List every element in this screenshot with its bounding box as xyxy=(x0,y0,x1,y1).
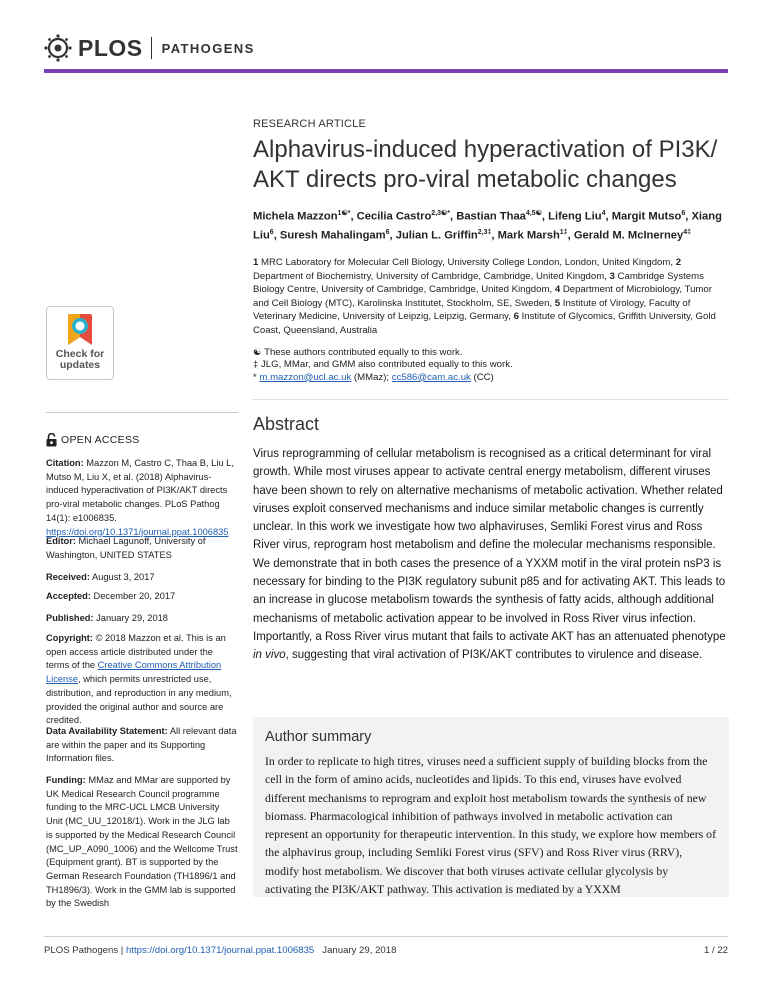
author-separator: , xyxy=(389,229,396,242)
footer-date: January 29, 2018 xyxy=(322,945,397,956)
author-affiliation-marks: 6 xyxy=(385,229,390,237)
author-affiliation-marks: 4‡ xyxy=(683,229,692,237)
copyright xyxy=(46,632,238,728)
author-name: Lifeng Liu xyxy=(548,210,602,223)
received xyxy=(46,571,238,585)
affiliation-text: Cambridge Systems Biology Centre, University of Cambridge, Cambridge, United Kingdom, xyxy=(253,270,704,296)
data-availability-text: All relevant data are within the paper and its Supporting Information files. xyxy=(46,726,237,764)
logo-divider xyxy=(151,37,152,59)
affiliation-text: Department of Biochemistry, University of Cambridge, Cambridge, United Kingdom, xyxy=(253,270,610,282)
editor-text: Michael Lagunoff, University of Washington, UNITED STATES xyxy=(46,536,206,560)
cfu-line-1: Check for xyxy=(55,348,105,360)
abstract-body xyxy=(253,445,727,665)
copyright-text-1: © 2018 Mazzon et al. This is an open access article distributed under the terms of the xyxy=(46,633,226,671)
editor xyxy=(46,535,238,562)
copyright-label: Copyright: xyxy=(46,633,93,643)
author-affiliation-marks: 1☯* xyxy=(337,210,351,217)
published-date: January 29, 2018 xyxy=(96,613,168,623)
affiliation-number: 1 xyxy=(253,257,259,268)
check-for-updates-button[interactable] xyxy=(46,306,114,380)
author-name: Cecilia Castro xyxy=(356,210,432,223)
citation-label: Citation: xyxy=(46,458,84,468)
citation-text: Mazzon M, Castro C, Thaa B, Liu L, Mutso M, Liu X, et al. (2018) Alphavirus-induced hyperactivation of PI3K/AKT directs pro-viral metabolic changes. PLoS Pathog 14(1): e1006835. xyxy=(46,458,234,523)
abstract-divider xyxy=(253,399,729,400)
author-summary-heading: Author summary xyxy=(265,729,372,745)
logo-text: PLOS xyxy=(78,34,143,61)
equal-contribution-note: ☯ These authors contributed equally to this work. xyxy=(253,347,463,358)
abstract-heading: Abstract xyxy=(253,414,320,434)
affiliation-number: 4 xyxy=(554,284,561,296)
author-affiliation-marks: 4,5☯ xyxy=(525,210,542,217)
license-link[interactable]: Creative Commons Attribution License xyxy=(46,660,222,685)
citation xyxy=(46,457,238,539)
affiliation-number: 3 xyxy=(609,270,615,282)
author-name: Mark Marsh xyxy=(497,229,560,242)
open-lock-icon xyxy=(46,433,57,447)
accepted xyxy=(46,590,238,604)
author-affiliation-marks: 2,3‡ xyxy=(477,229,492,237)
author-name: Michela Mazzon xyxy=(253,210,338,223)
header-bar xyxy=(44,69,728,73)
author-name: Bastian Thaa xyxy=(456,210,526,223)
author-separator: , xyxy=(450,210,457,223)
article-title: Alphavirus-induced hyperactivation of PI3K/ AKT directs pro-viral metabolic changes xyxy=(253,136,718,193)
affiliation-text: Institute of Virology, Faculty of Veterinary Medicine, University of Leipzig, Leipzig, Germany, xyxy=(253,297,691,323)
page-number: 1 / 22 xyxy=(703,945,728,956)
plos-logo[interactable] xyxy=(44,33,255,63)
author-affiliation-marks: 2,3☯* xyxy=(431,210,451,217)
footer-citation xyxy=(44,945,396,956)
author-affiliation-marks: 1‡ xyxy=(559,229,568,237)
author-name: Julian L. Griffin xyxy=(395,229,478,242)
affiliation-number: 2 xyxy=(675,257,682,268)
data-availability-label: Data Availability Statement: xyxy=(46,726,168,736)
author-name: Gerald M. McInerney xyxy=(573,229,684,242)
check-for-updates-label xyxy=(47,349,113,371)
email-link-1[interactable]: m.mazzon@ucl.ac.uk xyxy=(259,371,352,383)
accepted-date: December 20, 2017 xyxy=(93,591,176,601)
funding-text: MMaz and MMar are supported by UK Medical Research Council programme funding to the MRC-UCL LMCB University Unit (MC_UU_12018/1). Work in the JLG lab is supported by the Medical Research Council (MC_UP_A090_1006) and the Wellcome Trust (Equipment grant). BT is supported by the German Research Foundation (TH1896/1 and TH1896/3). Work in the GMM lab is supported by the Swedish xyxy=(46,775,238,909)
author-separator: , xyxy=(350,210,357,223)
sidebar-divider xyxy=(46,412,238,413)
plos-logo-icon xyxy=(44,34,72,62)
journal-name: PATHOGENS xyxy=(161,40,255,56)
bookmark-ribbon-icon xyxy=(64,312,96,348)
affiliation-text: Institute of Glycomics, Griffith University, Gold Coast, Queensland, Australia xyxy=(253,311,716,336)
author-name: Xiang Liu xyxy=(253,210,722,242)
author-name: Suresh Mahalingam xyxy=(279,229,386,242)
abstract-italic: in vivo xyxy=(253,649,286,662)
affiliations xyxy=(253,256,723,338)
author-separator: , xyxy=(491,229,498,242)
corr-prefix: * xyxy=(253,371,260,383)
received-label: Received: xyxy=(46,572,90,582)
email-link-2[interactable]: cc586@cam.ac.uk xyxy=(391,371,471,383)
affiliation-number: 5 xyxy=(554,297,561,309)
author-notes xyxy=(253,347,723,384)
correspondence-note xyxy=(253,372,723,384)
affiliation-number: 6 xyxy=(513,311,519,323)
author-separator: , xyxy=(605,210,612,223)
footer-journal: PLOS Pathogens | xyxy=(44,945,126,956)
footer-doi-link[interactable]: https://doi.org/10.1371/journal.ppat.1006835 xyxy=(125,945,315,956)
data-availability xyxy=(46,725,238,766)
email-suffix-2: (CC) xyxy=(470,371,494,383)
received-date: August 3, 2017 xyxy=(92,572,155,582)
author-list xyxy=(253,206,723,244)
author-separator: , xyxy=(567,229,574,242)
published-label: Published: xyxy=(46,613,94,623)
author-separator: , xyxy=(273,229,280,242)
also-equal-note: ‡ JLG, MMar, and GMM also contributed equally to this work. xyxy=(253,359,513,371)
open-access-badge[interactable] xyxy=(46,433,140,447)
abstract-text-2: , suggesting that viral activation of PI3K/AKT contributes to virulence and disease. xyxy=(285,649,703,662)
author-name: Margit Mutso xyxy=(611,210,682,223)
funding xyxy=(46,774,238,911)
funding-label: Funding: xyxy=(46,775,86,785)
footer-divider xyxy=(44,936,728,937)
accepted-label: Accepted: xyxy=(46,591,91,601)
editor-label: Editor: xyxy=(46,536,76,546)
cfu-line-2: updates xyxy=(59,359,101,371)
copyright-text-2: , which permits unrestricted use, distribution, and reproduction in any medium, provided the original author and source are credited. xyxy=(46,674,232,726)
affiliation-text: MRC Laboratory for Molecular Cell Biology, University College London, London, United Kingdom, xyxy=(258,257,676,268)
citation-doi-link[interactable]: https://doi.org/10.1371/journal.ppat.1006835 xyxy=(46,526,229,537)
author-affiliation-marks: 6 xyxy=(269,229,274,237)
published xyxy=(46,612,238,626)
abstract-text-1: Virus reprogramming of cellular metabolism is recognised as a critical determinant for viral growth. While most viruses appear to activate central energy metabolism, different viruses have been shown to rely on alternative mechanisms of metabolic activation. Whether related viruses exploit conserved mechanisms and induce similar metabolic changes is currently unclear. In this work we investigate how two alphaviruses, Semliki Forest virus and Ross River virus, reprogram host metabolism and define the molecular mechanisms responsible. We demonstrate that in both cases the presence of a YXXM motif in the viral protein nsP3 is necessary for binding to the PI3K regulatory subunit p85 and for activating AKT. This leads to an increase in glucose metabolism towards the synthesis of fatty acids, although additional mechanisms of metabolic activation appear to be involved in Ross River virus infection. Importantly, a Ross River virus mutant that fails to activate AKT has an attenuated phenotype xyxy=(253,448,726,643)
author-affiliation-marks: 6 xyxy=(681,210,686,217)
affiliation-text: Department of Microbiology, Tumor and Cell Biology (MTC), Karolinska Institutet, Stockholm, SE, Sweden, xyxy=(253,284,712,309)
author-affiliation-marks: 4 xyxy=(601,210,606,217)
article-type: RESEARCH ARTICLE xyxy=(253,118,367,130)
author-separator: , xyxy=(685,210,692,223)
author-separator: , xyxy=(541,210,549,223)
email-suffix-1: (MMaz); xyxy=(351,371,392,383)
open-access-label: OPEN ACCESS xyxy=(61,434,140,446)
author-summary-text: In order to replicate to high titres, viruses need a sufficient supply of building blocks from the cell in the form of amino acids, nucleotides and lipids. To this end, viruses have evolved different mechanisms to reprogram and exploit host metabolism towards the synthesis of new biomass. Pharmacological inhibition of pathways involved in metabolic activation can represent an opportunity for therapeutic intervention. In this study, we explore how members of the alphavirus group, including Semliki Forest virus (SFV) and Ross River virus (RRV), modify host metabolism. We discover that both viruses activate cellular glycolysis by activating the PI3K/AKT pathway. This activation is mediated by a YXXM xyxy=(265,754,716,897)
